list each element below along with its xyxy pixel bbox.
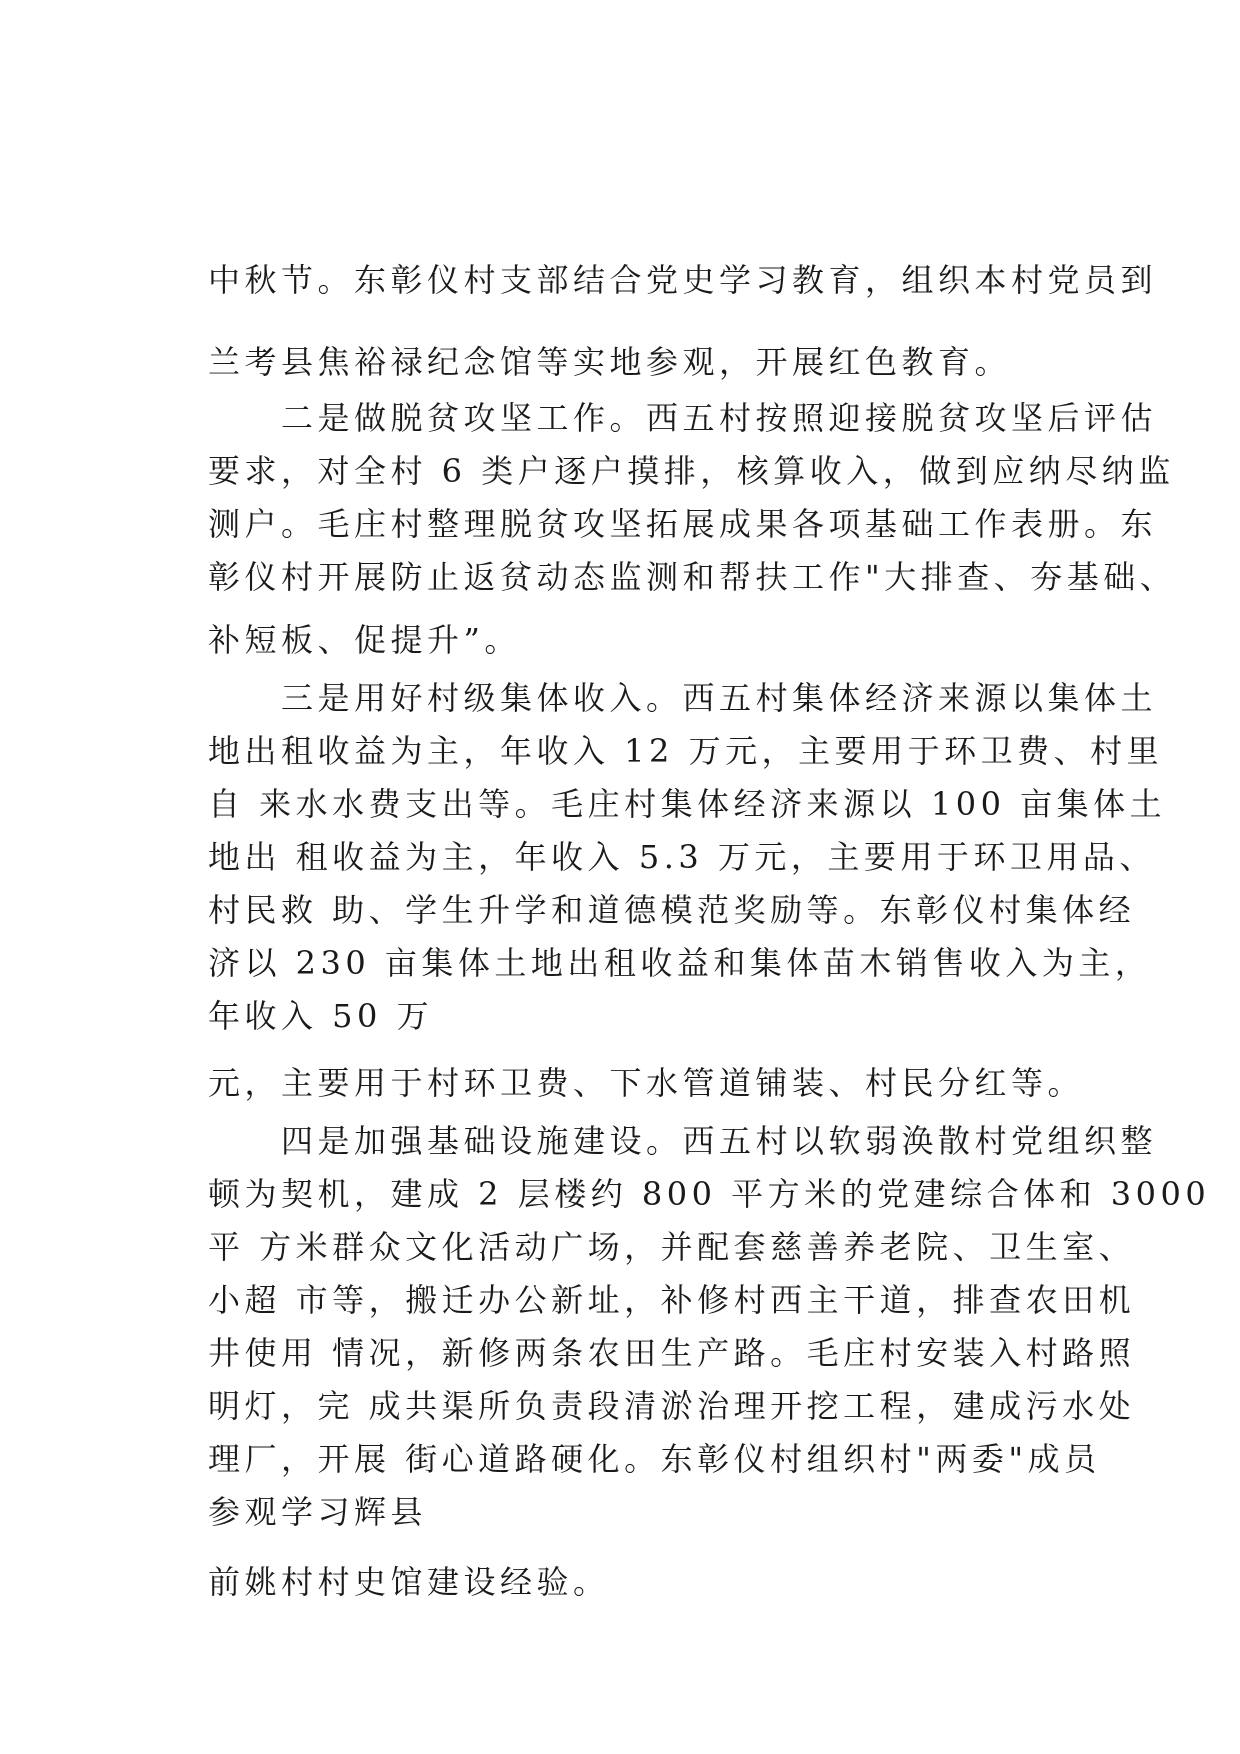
text-line: 村民救 助、学生升学和道德模范奖励等。东彰仪村集体经 (208, 891, 1136, 929)
text-line: 兰考县焦裕禄纪念馆等实地参观，开展红色教育。 (208, 343, 1012, 381)
text-line: 明灯，完 成共渠所负责段清淤治理开挖工程，建成污水处 (208, 1387, 1136, 1425)
text-line: 中秋节。东彰仪村支部结合党史学习教育，组织本村党员到 (208, 261, 1158, 299)
text-line: 彰仪村开展防止返贫动态监测和帮扶工作"大排查、夯基础、 (208, 558, 1177, 596)
text-line: 三是用好村级集体收入。西五村集体经济来源以集体土 (208, 679, 1158, 717)
text-line: 参观学习辉县 (208, 1493, 428, 1531)
text-line: 前姚村村史馆建设经验。 (208, 1563, 610, 1601)
text-line: 平 方米群众文化活动广场，并配套慈善养老院、卫生室、 (208, 1228, 1136, 1266)
text-line: 小超 市等，搬迁办公新址，补修村西主干道，排查农田机 (208, 1281, 1136, 1319)
text-line: 地出租收益为主，年收入 12 万元，主要用于环卫费、村里 (208, 732, 1164, 770)
text-line: 理厂，开展 街心道路硬化。东彰仪村组织村"两委"成员 (208, 1440, 1101, 1478)
text-line: 测户。毛庄村整理脱贫攻坚拓展成果各项基础工作表册。东 (208, 505, 1158, 543)
text-line: 济以 230 亩集体土地出租收益和集体苗木销售收入为主， (208, 944, 1152, 982)
text-line: 年收入 50 万 (208, 997, 434, 1035)
text-line: 井使用 情况，新修两条农田生产路。毛庄村安装入村路照 (208, 1334, 1136, 1372)
text-line: 补短板、促提升”。 (208, 621, 521, 659)
text-line: 四是加强基础设施建设。西五村以软弱涣散村党组织整 (208, 1122, 1158, 1160)
text-line: 顿为契机，建成 2 层楼约 800 平方米的党建综合体和 3000 (208, 1175, 1211, 1213)
text-line: 要求，对全村 6 类户逐户摸排，核算收入，做到应纳尽纳监 (208, 452, 1175, 490)
text-line: 二是做脱贫攻坚工作。西五村按照迎接脱贫攻坚后评估 (208, 399, 1158, 437)
text-line: 自 来水水费支出等。毛庄村集体经济来源以 100 亩集体土 (208, 785, 1167, 823)
text-line: 地出 租收益为主，年收入 5.3 万元，主要用于环卫用品、 (208, 838, 1156, 876)
text-line: 元，主要用于村环卫费、下水管道铺装、村民分红等。 (208, 1064, 1085, 1102)
